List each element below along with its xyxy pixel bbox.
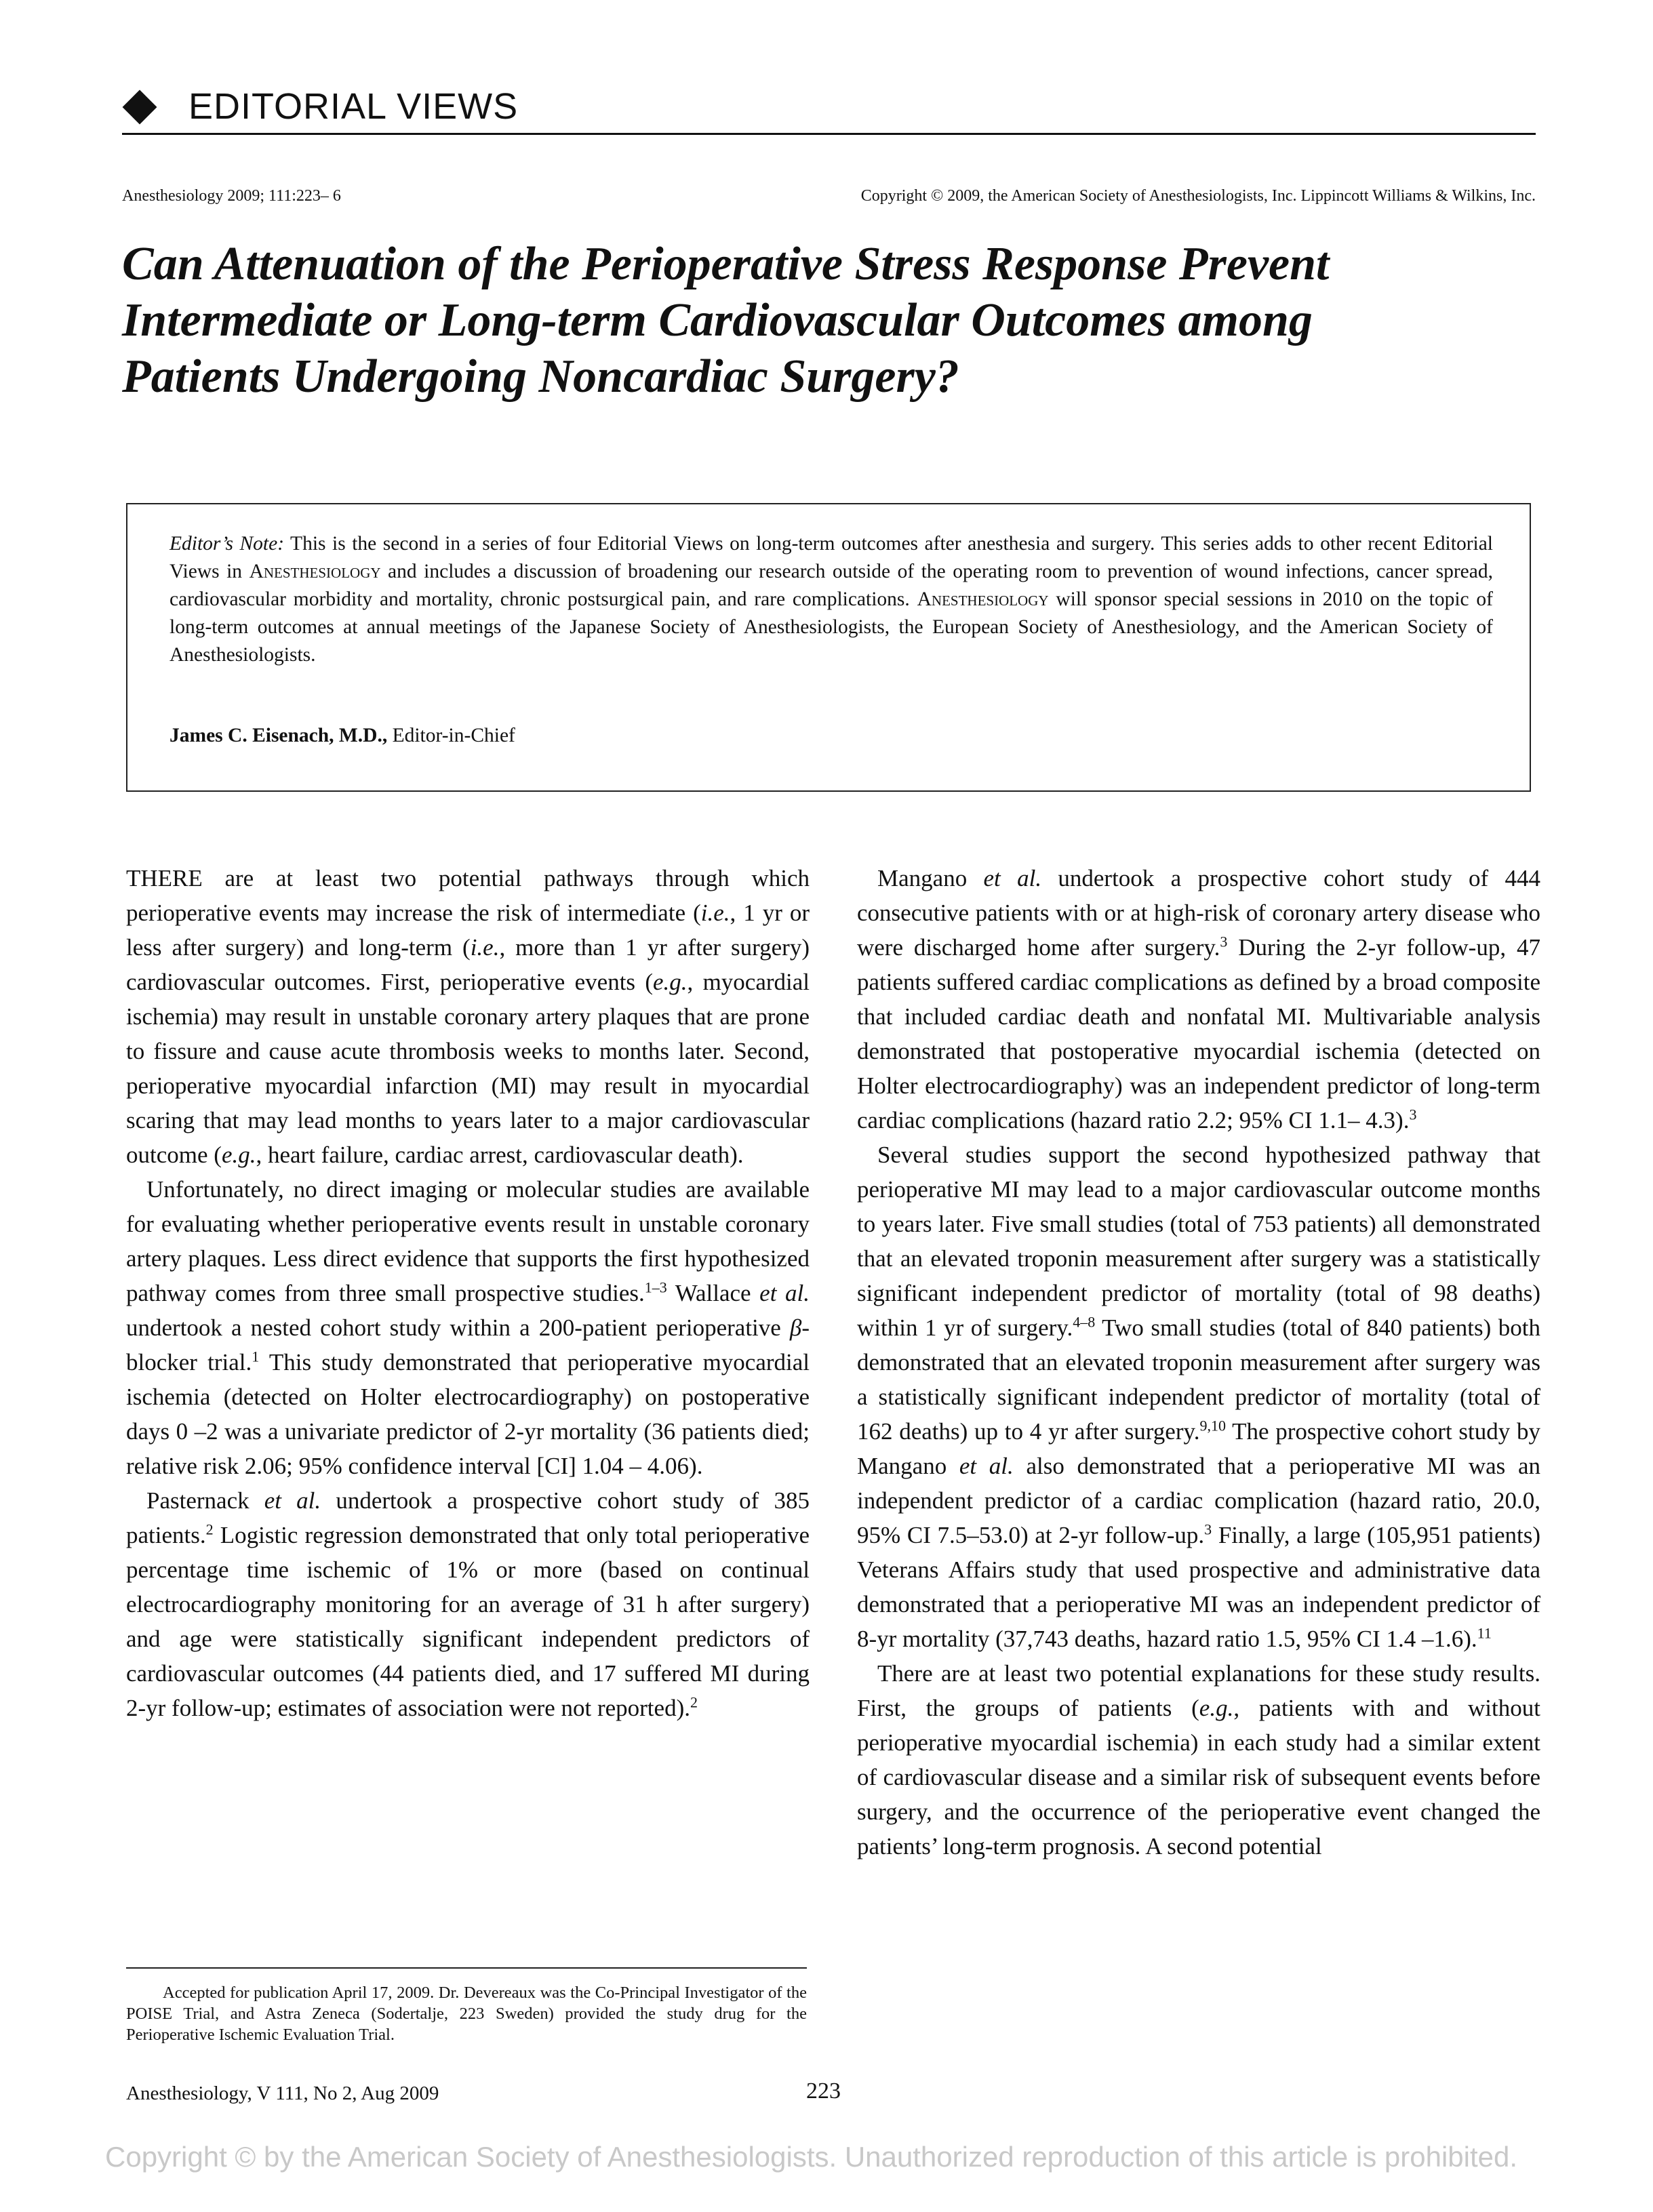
footnote-divider: [126, 1967, 807, 1969]
citation-ref: 9,10: [1199, 1417, 1226, 1434]
footnote: Accepted for publication April 17, 2009. Dr. Devereaux was the Co-Principal Investigator of the POISE Trial, and Astra Zeneca (Sodertalje, 223 Sweden) provided the study drug for the Perioperative Ischemic Evaluation Trial.: [126, 1984, 807, 2044]
journal-name: Anesthesiology: [249, 561, 381, 582]
citation-ref: 3: [1204, 1521, 1212, 1538]
copyright-line: Copyright © 2009, the American Society of Anesthesiologists, Inc. Lippincott Williams & Wilkins, Inc.: [860, 187, 1536, 205]
paragraph: Pasternack et al. undertook a prospective cohort study of 385 patients.$^2$ Logistic regression demonstrated that only total perioperative percentage time ischemic of 1% or more (based on continual electrocardiography monitoring for an average of 31 h after surgery) and age were statistically significant independent predictors of cardiovascular outcomes (44 patients died, and 17 suffered MI during 2-yr follow-up; estimates of association were not reported).$^2$: [126, 1487, 810, 1721]
citation-ref: 1: [252, 1348, 260, 1365]
citation-ref: 2: [205, 1521, 214, 1538]
editor-role: Editor-in-Chief: [387, 725, 515, 746]
editor-note-text: Editor’s Note: This is the second in a series of four Editorial Views on long-term outcomes after anesthesia and surgery. This series adds to other recent Editorial Views in Anesthesiology and includes a discussion of broadening our research outside of the operating room to prevention of wound infections, cancer spread, cardiovascular morbidity and mortality, chronic postsurgical pain, and rare complications. Anesthesiology will sponsor special sessions in 2010 on the topic of long-term outcomes at annual meetings of the Japanese Society of Anesthesiologists, the European Society of Anesthesiology, and the American Society of Anesthesiologists.: [170, 533, 1494, 666]
diamond-icon: [123, 90, 157, 125]
body-column-left: [126, 861, 810, 1725]
paragraph: There are at least two potential explanations for these study results. First, the groups of patients (e.g., patients with and without perioperative myocardial ischemia) in each study had a similar extent of cardiovascular disease and a similar risk of subsequent events before surgery, and the occurrence of the perioperative event changed the patients’ long-term prognosis. A second potential: [857, 1660, 1540, 1859]
editor-name: James C. Eisenach, M.D.,: [170, 725, 388, 746]
editor-signature: [170, 725, 515, 747]
citation-ref: 2: [690, 1693, 698, 1711]
citation-ref: 3: [1409, 1106, 1417, 1123]
journal-issue: Anesthesiology, V 111, No 2, Aug 2009: [126, 2083, 439, 2104]
article-title: Can Attenuation of the Perioperative Stress Response Prevent Intermediate or Long-term Cardiovascular Outcomes among Patients Undergoing Noncardiac Surgery?: [122, 238, 1330, 403]
paragraph: Several studies support the second hypothesized pathway that perioperative MI may lead to a major cardiovascular outcome months to years later. Five small studies (total of 753 patients) all demonstrated that an elevated troponin measurement after surgery was a statistically significant independent predictor of mortality (total of 98 deaths) within 1 yr of surgery.$^{4-8}$ Two small studies (total of 840 patients) both demonstrated that an elevated troponin measurement after surgery was a statistically significant independent predictor of mortality (total of 162 deaths) up to 4 yr after surgery.$^{9,10}$ The prospective cohort study by Mangano et al. also demonstrated that a perioperative MI was an independent predictor of a cardiac complication (hazard ratio, 20.0, 95% CI 7.5–53.0) at 2-yr follow-up.$^3$ Finally, a large (105,951 patients) Veterans Affairs study that used prospective and administrative data demonstrated that a perioperative MI was an independent predictor of 8-yr mortality (37,743 deaths, hazard ratio 1.5, 95% CI 1.4 –1.6).$^{11}$: [857, 1142, 1541, 1652]
copyright-notice: Copyright © by the American Society of Anesthesiologists. Unauthorized reproduction of this article is prohibited.: [105, 2141, 1518, 2173]
section-title: EDITORIAL VIEWS: [188, 86, 519, 127]
citation-ref: 1–3: [644, 1279, 667, 1296]
page-number: 223: [806, 2078, 841, 2104]
editor-note-label: Editor’s Note:: [170, 533, 285, 555]
editor-note-box: [126, 503, 1531, 792]
paragraph: THERE are at least two potential pathways through which perioperative events may increase the risk of intermediate (i.e., 1 yr or less after surgery) and long-term (i.e., more than 1 yr after surgery) cardiovascular outcomes. First, perioperative events (e.g., myocardial ischemia) may result in unstable coronary artery plaques that are prone to fissure and cause acute thrombosis weeks to months later. Second, perioperative myocardial infarction (MI) may result in myocardial scaring that may lead months to years later to a major cardiovascular outcome (e.g., heart failure, cardiac arrest, cardiovascular death).: [126, 865, 810, 1168]
citation-ref: 3: [1220, 933, 1228, 950]
paragraph: Mangano et al. undertook a prospective cohort study of 444 consecutive patients with or at high-risk of coronary artery disease who were discharged home after surgery.$^3$ During the 2-yr follow-up, 47 patients suffered cardiac complications as defined by a broad composite that included cardiac death and nonfatal MI. Multivariable analysis demonstrated that postoperative myocardial ischemia (detected on Holter electrocardiography) was an independent predictor of long-term cardiac complications (hazard ratio 2.2; 95% CI 1.1– 4.3).$^3$: [857, 865, 1540, 1133]
journal-name: Anesthesiology: [917, 588, 1049, 610]
citation-ref: 11: [1477, 1624, 1492, 1642]
paragraph: Unfortunately, no direct imaging or molecular studies are available for evaluating whether perioperative events result in unstable coronary artery plaques. Less direct evidence that supports the first hypothesized pathway comes from three small prospective studies.$^{1-3}$ Wallace et al. undertook a nested cohort study within a 200-patient perioperative β-blocker trial.$^1$ This study demonstrated that perioperative myocardial ischemia (detected on Holter electrocardiography) on postoperative days 0 –2 was a univariate predictor of 2-yr mortality (36 patients died; relative risk 2.06; 95% confidence interval [CI] 1.04 – 4.06).: [126, 1176, 810, 1479]
body-column-right: [857, 861, 1540, 1864]
citation-ref: 4–8: [1073, 1313, 1096, 1331]
section-header: [122, 87, 1536, 135]
citation: Anesthesiology 2009; 111:223– 6: [122, 187, 341, 205]
